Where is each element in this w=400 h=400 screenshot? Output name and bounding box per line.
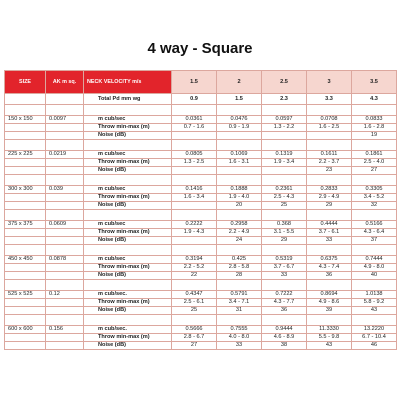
value-cell: 0.5166 (352, 221, 397, 229)
value-cell: 2.5 - 4.0 (352, 159, 397, 167)
empty-cell (5, 245, 46, 256)
empty-cell (46, 315, 84, 326)
empty-cell (5, 167, 46, 175)
row-label: m cub/sec (84, 221, 172, 229)
size-cell: 375 x 375 (5, 221, 46, 229)
empty-cell (5, 94, 46, 105)
velocity-header: 3.5 (352, 71, 397, 94)
value-cell: 19 (352, 132, 397, 140)
empty-cell (46, 159, 84, 167)
row-label: Throw min-max (m) (84, 334, 172, 342)
empty-cell (217, 140, 262, 151)
size-cell: 225 x 225 (5, 151, 46, 159)
value-cell: 36 (307, 272, 352, 280)
empty-cell (5, 194, 46, 202)
row-label: m cub/sec (84, 186, 172, 194)
value-cell (172, 202, 217, 210)
empty-cell (352, 245, 397, 256)
value-cell (262, 167, 307, 175)
empty-cell (84, 175, 172, 186)
size-cell: 150 x 150 (5, 116, 46, 124)
value-cell: 40 (352, 272, 397, 280)
empty-cell (46, 132, 84, 140)
row-label: m cub/sec. (84, 291, 172, 299)
spacer-row (5, 315, 397, 326)
value-cell: 2.8 - 6.7 (172, 334, 217, 342)
value-cell: 0.368 (262, 221, 307, 229)
value-cell: 28 (217, 272, 262, 280)
empty-cell (5, 307, 46, 315)
ak-cell: 0.0219 (46, 151, 84, 159)
table-row (5, 167, 397, 175)
empty-cell (262, 140, 307, 151)
empty-cell (307, 210, 352, 221)
ak-cell: 0.0609 (46, 221, 84, 229)
empty-cell (172, 210, 217, 221)
velocity-header: 3 (307, 71, 352, 94)
row-label: Throw min-max (m) (84, 229, 172, 237)
value-cell: 2.2 - 5.2 (172, 264, 217, 272)
empty-cell (84, 315, 172, 326)
row-label: Throw min-max (m) (84, 124, 172, 132)
value-cell: 4.9 - 8.0 (352, 264, 397, 272)
row-label: m cub/sec. (84, 326, 172, 334)
value-cell: 33 (217, 342, 262, 350)
value-cell: 29 (307, 202, 352, 210)
table-row (5, 299, 397, 307)
value-cell: 2.2 - 3.7 (307, 159, 352, 167)
value-cell: 0.9444 (262, 326, 307, 334)
empty-cell (352, 280, 397, 291)
empty-cell (5, 132, 46, 140)
empty-cell (84, 280, 172, 291)
value-cell: 0.7555 (217, 326, 262, 334)
value-cell: 0.2958 (217, 221, 262, 229)
value-cell: 0.7444 (352, 256, 397, 264)
empty-cell (46, 202, 84, 210)
empty-cell (307, 105, 352, 116)
value-cell: 0.5319 (262, 256, 307, 264)
value-cell: 32 (352, 202, 397, 210)
performance-table (4, 70, 397, 350)
empty-cell (46, 94, 84, 105)
empty-cell (5, 159, 46, 167)
empty-cell (352, 105, 397, 116)
value-cell: 31 (217, 307, 262, 315)
value-cell: 2.5 - 6.1 (172, 299, 217, 307)
spacer-row (5, 280, 397, 291)
empty-cell (46, 124, 84, 132)
row-label: Total Pd mm wg (84, 94, 172, 105)
empty-cell (5, 342, 46, 350)
value-cell: 4.9 - 8.6 (307, 299, 352, 307)
empty-cell (46, 299, 84, 307)
value-cell: 3.7 - 6.1 (307, 229, 352, 237)
value-cell (172, 167, 217, 175)
empty-cell (46, 280, 84, 291)
empty-cell (46, 175, 84, 186)
table-row (5, 151, 397, 159)
row-label: m cub/sec (84, 256, 172, 264)
row-label: Noise (dB) (84, 167, 172, 175)
value-cell: 0.1319 (262, 151, 307, 159)
row-label: m cub/sec (84, 116, 172, 124)
value-cell: 0.4347 (172, 291, 217, 299)
value-cell: 1.3 - 2.5 (172, 159, 217, 167)
empty-cell (172, 315, 217, 326)
velocity-header: 1.5 (172, 71, 217, 94)
pd-value: 0.9 (172, 94, 217, 105)
value-cell: 37 (352, 237, 397, 245)
value-cell: 1.6 - 2.5 (307, 124, 352, 132)
value-cell: 0.0805 (172, 151, 217, 159)
value-cell: 0.7222 (262, 291, 307, 299)
value-cell: 0.0361 (172, 116, 217, 124)
neck-velocity-header: NECK VELOCITY m/s (84, 71, 172, 94)
value-cell: 0.1861 (352, 151, 397, 159)
value-cell (172, 132, 217, 140)
table-row (5, 256, 397, 264)
empty-cell (46, 140, 84, 151)
pd-value: 1.5 (217, 94, 262, 105)
value-cell: 27 (172, 342, 217, 350)
empty-cell (84, 210, 172, 221)
empty-cell (46, 334, 84, 342)
row-label: Noise (dB) (84, 202, 172, 210)
size-header: SIZE (5, 71, 46, 94)
value-cell: 0.2833 (307, 186, 352, 194)
empty-cell (262, 105, 307, 116)
table-row (5, 159, 397, 167)
table-row (5, 272, 397, 280)
spacer-row (5, 210, 397, 221)
empty-cell (172, 140, 217, 151)
value-cell: 27 (352, 167, 397, 175)
row-label: Throw min-max (m) (84, 159, 172, 167)
empty-cell (5, 272, 46, 280)
table-row (5, 229, 397, 237)
empty-cell (5, 299, 46, 307)
value-cell: 0.5666 (172, 326, 217, 334)
value-cell: 1.9 - 3.4 (262, 159, 307, 167)
empty-cell (5, 140, 46, 151)
ak-cell: 0.12 (46, 291, 84, 299)
value-cell: 3.1 - 5.5 (262, 229, 307, 237)
value-cell: 1.0138 (352, 291, 397, 299)
table-row (5, 237, 397, 245)
value-cell: 3.7 - 6.7 (262, 264, 307, 272)
empty-cell (217, 175, 262, 186)
empty-cell (5, 105, 46, 116)
value-cell (172, 237, 217, 245)
empty-cell (307, 140, 352, 151)
value-cell: 0.1069 (217, 151, 262, 159)
table-row (5, 202, 397, 210)
empty-cell (46, 342, 84, 350)
empty-cell (307, 280, 352, 291)
ak-cell: 0.0878 (46, 256, 84, 264)
value-cell: 4.3 - 6.4 (352, 229, 397, 237)
spacer-row (5, 140, 397, 151)
size-cell: 300 x 300 (5, 186, 46, 194)
page-title: 4 way - Square (147, 40, 253, 57)
value-cell: 2.2 - 4.9 (217, 229, 262, 237)
value-cell: 39 (307, 307, 352, 315)
empty-cell (5, 280, 46, 291)
empty-cell (307, 315, 352, 326)
value-cell: 38 (262, 342, 307, 350)
empty-cell (46, 272, 84, 280)
empty-cell (46, 210, 84, 221)
empty-cell (172, 245, 217, 256)
value-cell: 0.2222 (172, 221, 217, 229)
table-row (5, 194, 397, 202)
value-cell: 2.8 - 5.8 (217, 264, 262, 272)
value-cell: 0.1888 (217, 186, 262, 194)
value-cell (307, 132, 352, 140)
pressure-drop-row (5, 94, 397, 105)
table-row (5, 264, 397, 272)
value-cell (217, 167, 262, 175)
value-cell: 0.2361 (262, 186, 307, 194)
velocity-header: 2.5 (262, 71, 307, 94)
row-label: Noise (dB) (84, 237, 172, 245)
value-cell: 25 (262, 202, 307, 210)
empty-cell (352, 210, 397, 221)
value-cell: 13.2220 (352, 326, 397, 334)
empty-cell (46, 194, 84, 202)
spacer-row (5, 245, 397, 256)
value-cell: 2.9 - 4.9 (307, 194, 352, 202)
row-label: Noise (dB) (84, 342, 172, 350)
empty-cell (262, 175, 307, 186)
row-label: Throw min-max (m) (84, 194, 172, 202)
value-cell: 1.6 - 3.4 (172, 194, 217, 202)
value-cell: 11.3330 (307, 326, 352, 334)
ak-cell: 0.156 (46, 326, 84, 334)
row-label: Noise (dB) (84, 272, 172, 280)
value-cell: 5.8 - 9.2 (352, 299, 397, 307)
value-cell: 0.6375 (307, 256, 352, 264)
row-label: Throw min-max (m) (84, 264, 172, 272)
pd-value: 3.3 (307, 94, 352, 105)
table-row (5, 326, 397, 334)
value-cell: 3.4 - 7.1 (217, 299, 262, 307)
value-cell: 36 (262, 307, 307, 315)
table-row (5, 132, 397, 140)
velocity-header: 2 (217, 71, 262, 94)
value-cell: 43 (307, 342, 352, 350)
empty-cell (46, 264, 84, 272)
value-cell: 24 (217, 237, 262, 245)
value-cell (262, 132, 307, 140)
value-cell: 0.4444 (307, 221, 352, 229)
value-cell: 1.3 - 2.2 (262, 124, 307, 132)
empty-cell (352, 140, 397, 151)
empty-cell (46, 105, 84, 116)
table-row (5, 221, 397, 229)
empty-cell (307, 245, 352, 256)
value-cell: 5.5 - 9.8 (307, 334, 352, 342)
value-cell: 0.9 - 1.9 (217, 124, 262, 132)
value-cell: 1.6 - 3.1 (217, 159, 262, 167)
empty-cell (217, 105, 262, 116)
spacer-row (5, 175, 397, 186)
value-cell: 1.9 - 4.3 (172, 229, 217, 237)
empty-cell (172, 175, 217, 186)
empty-cell (5, 229, 46, 237)
row-label: Noise (dB) (84, 307, 172, 315)
value-cell: 4.6 - 8.9 (262, 334, 307, 342)
row-label: Throw min-max (m) (84, 299, 172, 307)
value-cell: 0.425 (217, 256, 262, 264)
empty-cell (5, 124, 46, 132)
empty-cell (217, 210, 262, 221)
table-row (5, 334, 397, 342)
pd-value: 2.3 (262, 94, 307, 105)
empty-cell (84, 105, 172, 116)
value-cell: 0.1416 (172, 186, 217, 194)
value-cell: 46 (352, 342, 397, 350)
empty-cell (46, 245, 84, 256)
table-row (5, 291, 397, 299)
value-cell: 0.0476 (217, 116, 262, 124)
value-cell: 4.0 - 8.0 (217, 334, 262, 342)
value-cell: 3.4 - 5.2 (352, 194, 397, 202)
empty-cell (262, 280, 307, 291)
value-cell: 0.0833 (352, 116, 397, 124)
empty-cell (217, 245, 262, 256)
value-cell: 0.0597 (262, 116, 307, 124)
value-cell: 0.5791 (217, 291, 262, 299)
table-row (5, 342, 397, 350)
empty-cell (5, 264, 46, 272)
empty-cell (352, 315, 397, 326)
empty-cell (5, 202, 46, 210)
empty-cell (172, 280, 217, 291)
empty-cell (5, 210, 46, 221)
value-cell: 1.6 - 2.8 (352, 124, 397, 132)
row-label: Noise (dB) (84, 132, 172, 140)
empty-cell (5, 334, 46, 342)
value-cell: 25 (172, 307, 217, 315)
empty-cell (46, 229, 84, 237)
table-row (5, 186, 397, 194)
size-cell: 525 x 525 (5, 291, 46, 299)
value-cell: 0.3194 (172, 256, 217, 264)
table-row (5, 307, 397, 315)
ak-cell: 0.0097 (46, 116, 84, 124)
empty-cell (84, 245, 172, 256)
empty-cell (5, 175, 46, 186)
header-row (5, 71, 397, 94)
empty-cell (84, 140, 172, 151)
size-cell: 450 x 450 (5, 256, 46, 264)
table-row (5, 116, 397, 124)
empty-cell (46, 237, 84, 245)
value-cell: 23 (307, 167, 352, 175)
value-cell: 0.3305 (352, 186, 397, 194)
empty-cell (262, 210, 307, 221)
value-cell: 29 (262, 237, 307, 245)
empty-cell (217, 280, 262, 291)
value-cell: 4.3 - 7.7 (262, 299, 307, 307)
empty-cell (262, 315, 307, 326)
spacer-row (5, 105, 397, 116)
value-cell: 33 (307, 237, 352, 245)
empty-cell (352, 175, 397, 186)
empty-cell (262, 245, 307, 256)
ak-header: AK m sq. (46, 71, 84, 94)
row-label: m cub/sec (84, 151, 172, 159)
size-cell: 600 x 600 (5, 326, 46, 334)
value-cell: 0.1611 (307, 151, 352, 159)
value-cell: 0.0708 (307, 116, 352, 124)
value-cell: 20 (217, 202, 262, 210)
empty-cell (46, 307, 84, 315)
value-cell: 2.5 - 4.3 (262, 194, 307, 202)
value-cell: 0.8694 (307, 291, 352, 299)
value-cell: 6.7 - 10.4 (352, 334, 397, 342)
ak-cell: 0.039 (46, 186, 84, 194)
empty-cell (46, 167, 84, 175)
empty-cell (5, 237, 46, 245)
empty-cell (307, 175, 352, 186)
value-cell: 43 (352, 307, 397, 315)
pd-value: 4.3 (352, 94, 397, 105)
value-cell: 33 (262, 272, 307, 280)
empty-cell (217, 315, 262, 326)
empty-cell (172, 105, 217, 116)
value-cell: 1.9 - 4.0 (217, 194, 262, 202)
value-cell (217, 132, 262, 140)
table-row (5, 124, 397, 132)
empty-cell (5, 315, 46, 326)
value-cell: 0.7 - 1.6 (172, 124, 217, 132)
value-cell: 22 (172, 272, 217, 280)
value-cell: 4.3 - 7.4 (307, 264, 352, 272)
